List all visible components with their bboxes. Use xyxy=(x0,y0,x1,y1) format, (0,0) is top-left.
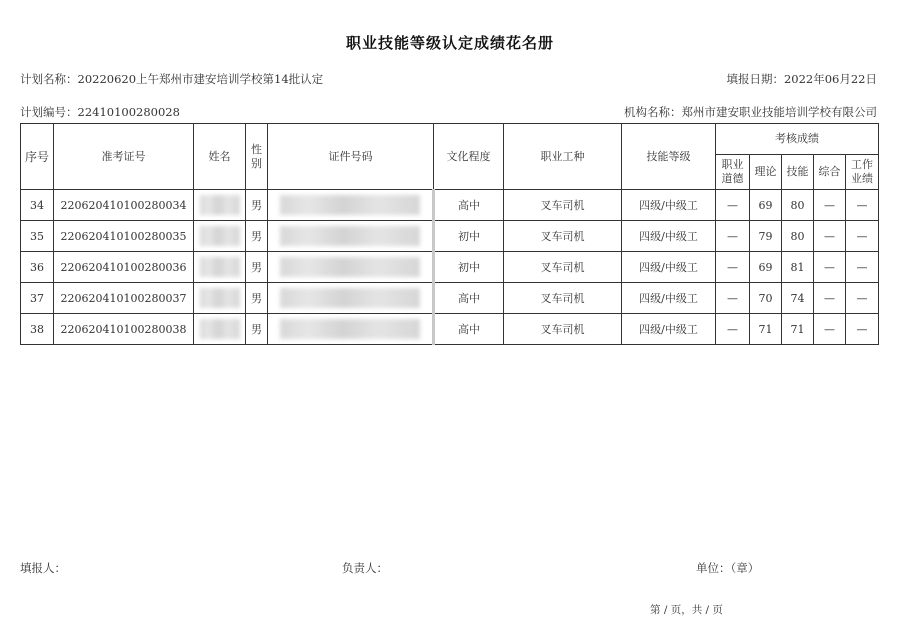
cell-comprehensive: — xyxy=(814,190,846,221)
header-seq: 序号 xyxy=(21,124,54,190)
plan-number-label: 计划编号： xyxy=(20,105,78,119)
header-work-label: 工作业绩 xyxy=(851,158,873,185)
cell-gender: 男 xyxy=(246,252,268,283)
cell-comprehensive: — xyxy=(814,221,846,252)
filler-label: 填报人： xyxy=(20,561,66,575)
cell-skill: 71 xyxy=(782,314,814,345)
redaction-block xyxy=(200,288,240,308)
cell-gender: 男 xyxy=(246,221,268,252)
header-gender xyxy=(246,124,268,190)
redaction-block xyxy=(280,288,420,308)
cell-ethics: — xyxy=(716,252,750,283)
cell-level: 四级/中级工 xyxy=(622,283,716,314)
page-title: 职业技能等级认定成绩花名册 xyxy=(345,34,554,52)
cell-education: 初中 xyxy=(434,221,504,252)
fill-date-value: 2022年06月22日 xyxy=(783,72,877,86)
cell-gender: 男 xyxy=(246,190,268,221)
cell-comprehensive: — xyxy=(814,283,846,314)
cell-level: 四级/中级工 xyxy=(622,190,716,221)
redaction-block xyxy=(200,319,240,339)
cell-skill: 74 xyxy=(782,283,814,314)
cell-skill: 80 xyxy=(782,221,814,252)
cell-ticket: 220620410100280035 xyxy=(54,221,194,252)
grades-table xyxy=(20,123,879,345)
cell-ethics: — xyxy=(716,221,750,252)
redaction-block xyxy=(280,195,420,215)
header-comprehensive: 综合 xyxy=(814,155,846,190)
cell-name-redacted xyxy=(194,221,246,252)
cell-ticket: 220620410100280034 xyxy=(54,190,194,221)
cell-comprehensive: — xyxy=(814,314,846,345)
header-education: 文化程度 xyxy=(434,124,504,190)
cell-gender: 男 xyxy=(246,283,268,314)
cell-name-redacted xyxy=(194,283,246,314)
plan-name xyxy=(20,71,323,87)
redaction-block xyxy=(280,257,420,277)
organization-value: 郑州市建安职业技能培训学校有限公司 xyxy=(681,105,877,119)
cell-job: 叉车司机 xyxy=(504,221,622,252)
cell-seq: 34 xyxy=(21,190,54,221)
table-row xyxy=(21,283,879,314)
plan-number xyxy=(20,104,180,120)
cell-job: 叉车司机 xyxy=(504,190,622,221)
plan-number-value: 22410100280028 xyxy=(77,105,180,119)
header-ethics xyxy=(716,155,750,190)
cell-name-redacted xyxy=(194,314,246,345)
cell-theory: 70 xyxy=(750,283,782,314)
responsible-label: 负责人： xyxy=(342,561,388,575)
cell-ethics: — xyxy=(716,314,750,345)
cell-education: 高中 xyxy=(434,314,504,345)
cell-gender: 男 xyxy=(246,314,268,345)
cell-work: — xyxy=(846,190,879,221)
page-number: 第 / 页，共 / 页 xyxy=(650,604,723,616)
organization xyxy=(624,104,877,120)
cell-work: — xyxy=(846,283,879,314)
cell-ticket: 220620410100280036 xyxy=(54,252,194,283)
header-job: 职业工种 xyxy=(504,124,622,190)
redaction-block xyxy=(200,195,240,215)
cell-work: — xyxy=(846,252,879,283)
header-name: 姓名 xyxy=(194,124,246,190)
cell-ticket: 220620410100280037 xyxy=(54,283,194,314)
cell-education: 高中 xyxy=(434,283,504,314)
cell-name-redacted xyxy=(194,190,246,221)
cell-idno-redacted xyxy=(268,283,434,314)
cell-theory: 79 xyxy=(750,221,782,252)
header-skill: 技能 xyxy=(782,155,814,190)
table-row xyxy=(21,221,879,252)
cell-level: 四级/中级工 xyxy=(622,221,716,252)
cell-work: — xyxy=(846,314,879,345)
cell-level: 四级/中级工 xyxy=(622,314,716,345)
cell-idno-redacted xyxy=(268,314,434,345)
header-gender-label: 性别 xyxy=(251,142,262,170)
table-row xyxy=(21,314,879,345)
plan-name-value: 20220620上午郑州市建安培训学校第14批认定 xyxy=(77,72,324,86)
cell-name-redacted xyxy=(194,252,246,283)
cell-skill: 81 xyxy=(782,252,814,283)
cell-comprehensive: — xyxy=(814,252,846,283)
cell-education: 高中 xyxy=(434,190,504,221)
cell-theory: 71 xyxy=(750,314,782,345)
plan-name-label: 计划名称： xyxy=(20,72,78,86)
cell-seq: 36 xyxy=(21,252,54,283)
cell-job: 叉车司机 xyxy=(504,314,622,345)
cell-seq: 35 xyxy=(21,221,54,252)
redaction-block xyxy=(200,257,240,277)
redaction-block xyxy=(280,226,420,246)
table-row xyxy=(21,190,879,221)
table-row xyxy=(21,252,879,283)
header-theory: 理论 xyxy=(750,155,782,190)
cell-seq: 37 xyxy=(21,283,54,314)
cell-level: 四级/中级工 xyxy=(622,252,716,283)
cell-ethics: — xyxy=(716,190,750,221)
header-work xyxy=(846,155,879,190)
header-exam-group: 考核成绩 xyxy=(716,124,879,155)
redaction-block xyxy=(200,226,240,246)
cell-job: 叉车司机 xyxy=(504,283,622,314)
cell-work: — xyxy=(846,221,879,252)
cell-education: 初中 xyxy=(434,252,504,283)
unit-label: 单位：（章） xyxy=(696,561,760,575)
organization-label: 机构名称： xyxy=(624,105,682,119)
cell-ticket: 220620410100280038 xyxy=(54,314,194,345)
fill-date xyxy=(726,71,877,87)
cell-theory: 69 xyxy=(750,190,782,221)
cell-idno-redacted xyxy=(268,221,434,252)
cell-theory: 69 xyxy=(750,252,782,283)
header-ticket: 准考证号 xyxy=(54,124,194,190)
cell-job: 叉车司机 xyxy=(504,252,622,283)
cell-idno-redacted xyxy=(268,252,434,283)
redaction-block xyxy=(280,319,420,339)
header-level: 技能等级 xyxy=(622,124,716,190)
cell-ethics: — xyxy=(716,283,750,314)
fill-date-label: 填报日期： xyxy=(726,72,784,86)
header-ethics-label: 职业道德 xyxy=(721,158,744,185)
cell-idno-redacted xyxy=(268,190,434,221)
cell-skill: 80 xyxy=(782,190,814,221)
cell-seq: 38 xyxy=(21,314,54,345)
header-idno: 证件号码 xyxy=(268,124,434,190)
